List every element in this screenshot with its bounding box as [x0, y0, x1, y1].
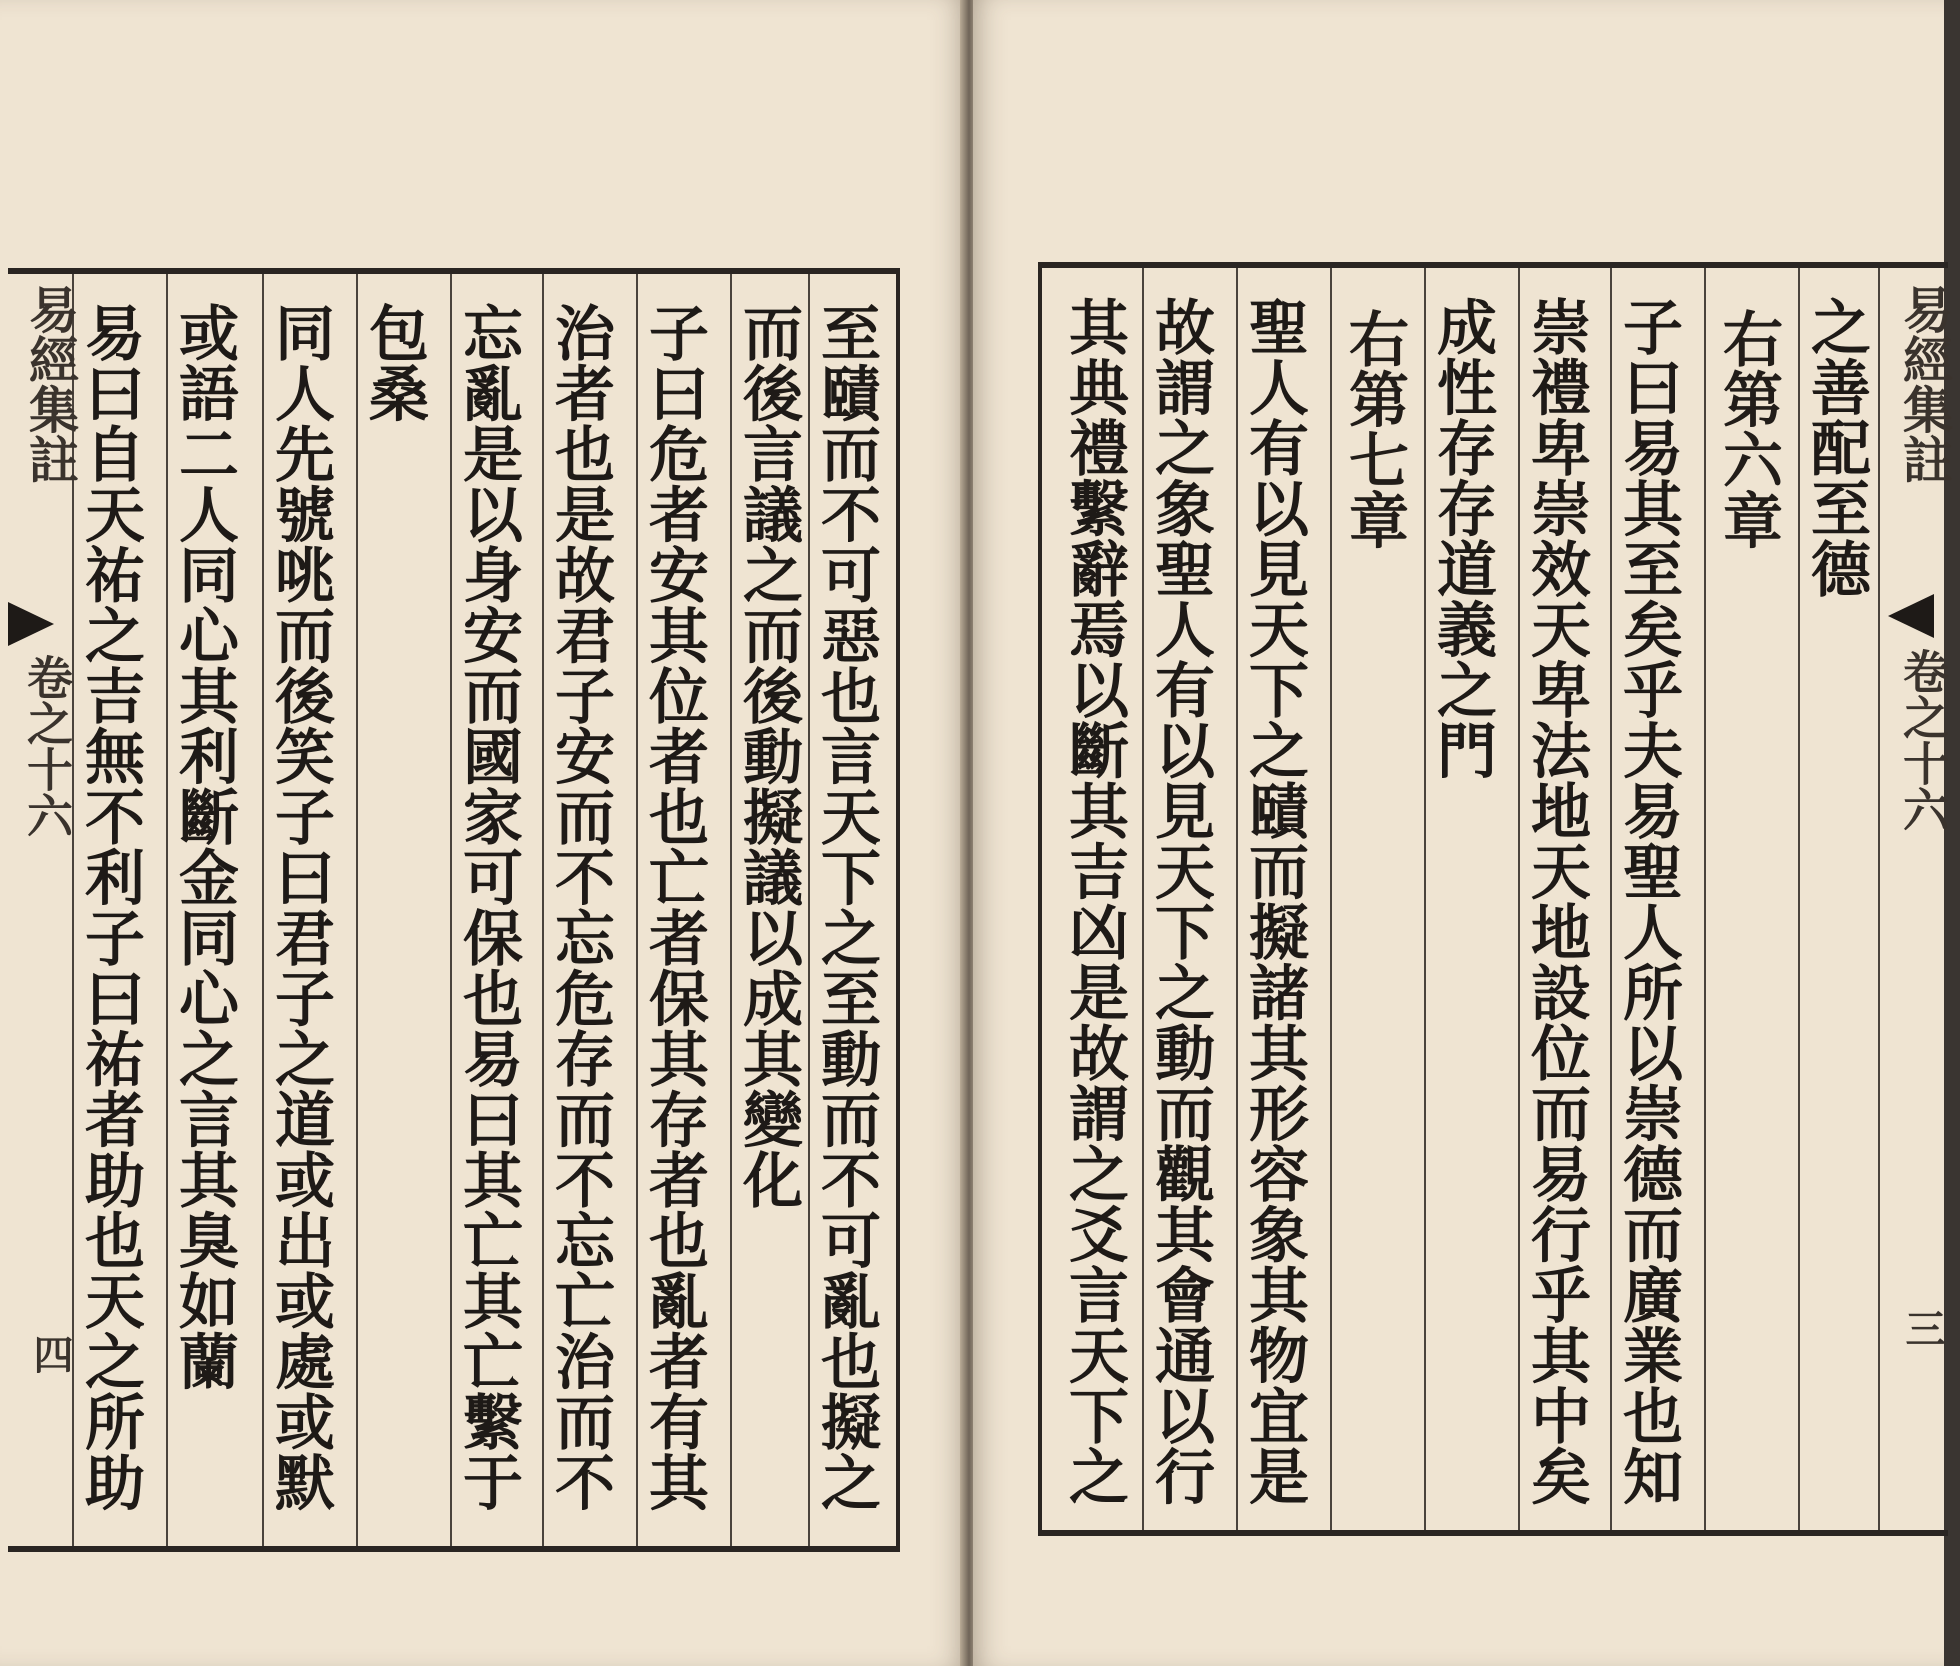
- text-column: 而後言議之而後動擬議以成其變化: [733, 302, 803, 1210]
- text-column: 成性存存道義之門: [1427, 296, 1497, 780]
- folio-number: 三: [1899, 1308, 1946, 1348]
- right-page-frame: [1038, 262, 1954, 1536]
- column-rule: [1142, 268, 1144, 1530]
- text-column: 或語二人同心其利斷金同心之言其臭如蘭: [169, 302, 239, 1391]
- text-column: 至賾而不可惡也言天下之至動而不可亂也擬之: [811, 302, 881, 1512]
- left-page: [0, 0, 965, 1666]
- book-title: 易經集註: [1895, 284, 1954, 484]
- juan-label: 卷之十六: [1896, 648, 1950, 832]
- chapter-heading: 右第七章: [1339, 308, 1409, 550]
- column-rule: [1878, 268, 1880, 1530]
- text-column: 子曰危者安其位者也亡者保其存者也亂者有其: [639, 302, 709, 1512]
- text-column: 易曰自天祐之吉無不利子曰祐者助也天之所助: [75, 302, 145, 1512]
- text-column: 子曰易其至矣乎夫易聖人所以崇德而廣業也知: [1613, 296, 1683, 1506]
- column-rule: [262, 274, 264, 1546]
- right-page: [973, 0, 1954, 1666]
- book-title: 易經集註: [21, 284, 80, 484]
- text-column: 其典禮繫辭焉以斷其吉凶是故謂之爻言天下之: [1059, 296, 1129, 1506]
- column-rule: [1330, 268, 1332, 1530]
- column-rule: [1704, 268, 1706, 1530]
- text-column: 同人先號咷而後笑子曰君子之道或出或處或默: [265, 302, 335, 1512]
- text-column: 崇禮卑崇效天卑法地天地設位而易行乎其中矣: [1521, 296, 1591, 1506]
- fish-tail-mark: [8, 602, 54, 646]
- column-rule: [542, 274, 544, 1546]
- column-rule: [808, 274, 810, 1546]
- column-rule: [636, 274, 638, 1546]
- folio-number: 四: [27, 1334, 74, 1374]
- column-rule: [1518, 268, 1520, 1530]
- column-rule: [166, 274, 168, 1546]
- text-column: 之善配至德: [1801, 296, 1871, 599]
- column-rule: [356, 274, 358, 1546]
- juan-label: 卷之十六: [20, 654, 74, 838]
- column-rule: [1424, 268, 1426, 1530]
- column-rule: [1236, 268, 1238, 1530]
- column-rule: [730, 274, 732, 1546]
- fish-tail-mark: [1888, 594, 1934, 638]
- text-column: 包桑: [359, 302, 429, 423]
- text-column: 聖人有以見天下之賾而擬諸其形容象其物宜是: [1239, 296, 1309, 1506]
- text-column: 忘亂是以身安而國家可保也易曰其亡其亡繫于: [453, 302, 523, 1512]
- column-rule: [1798, 268, 1800, 1530]
- text-column: 治者也是故君子安而不忘危存而不忘亡治而不: [545, 302, 615, 1512]
- column-rule: [1610, 268, 1612, 1530]
- text-column: 故謂之象聖人有以見天下之動而觀其會通以行: [1145, 296, 1215, 1506]
- chapter-heading: 右第六章: [1713, 308, 1783, 550]
- left-page-frame: [8, 268, 900, 1552]
- column-rule: [450, 274, 452, 1546]
